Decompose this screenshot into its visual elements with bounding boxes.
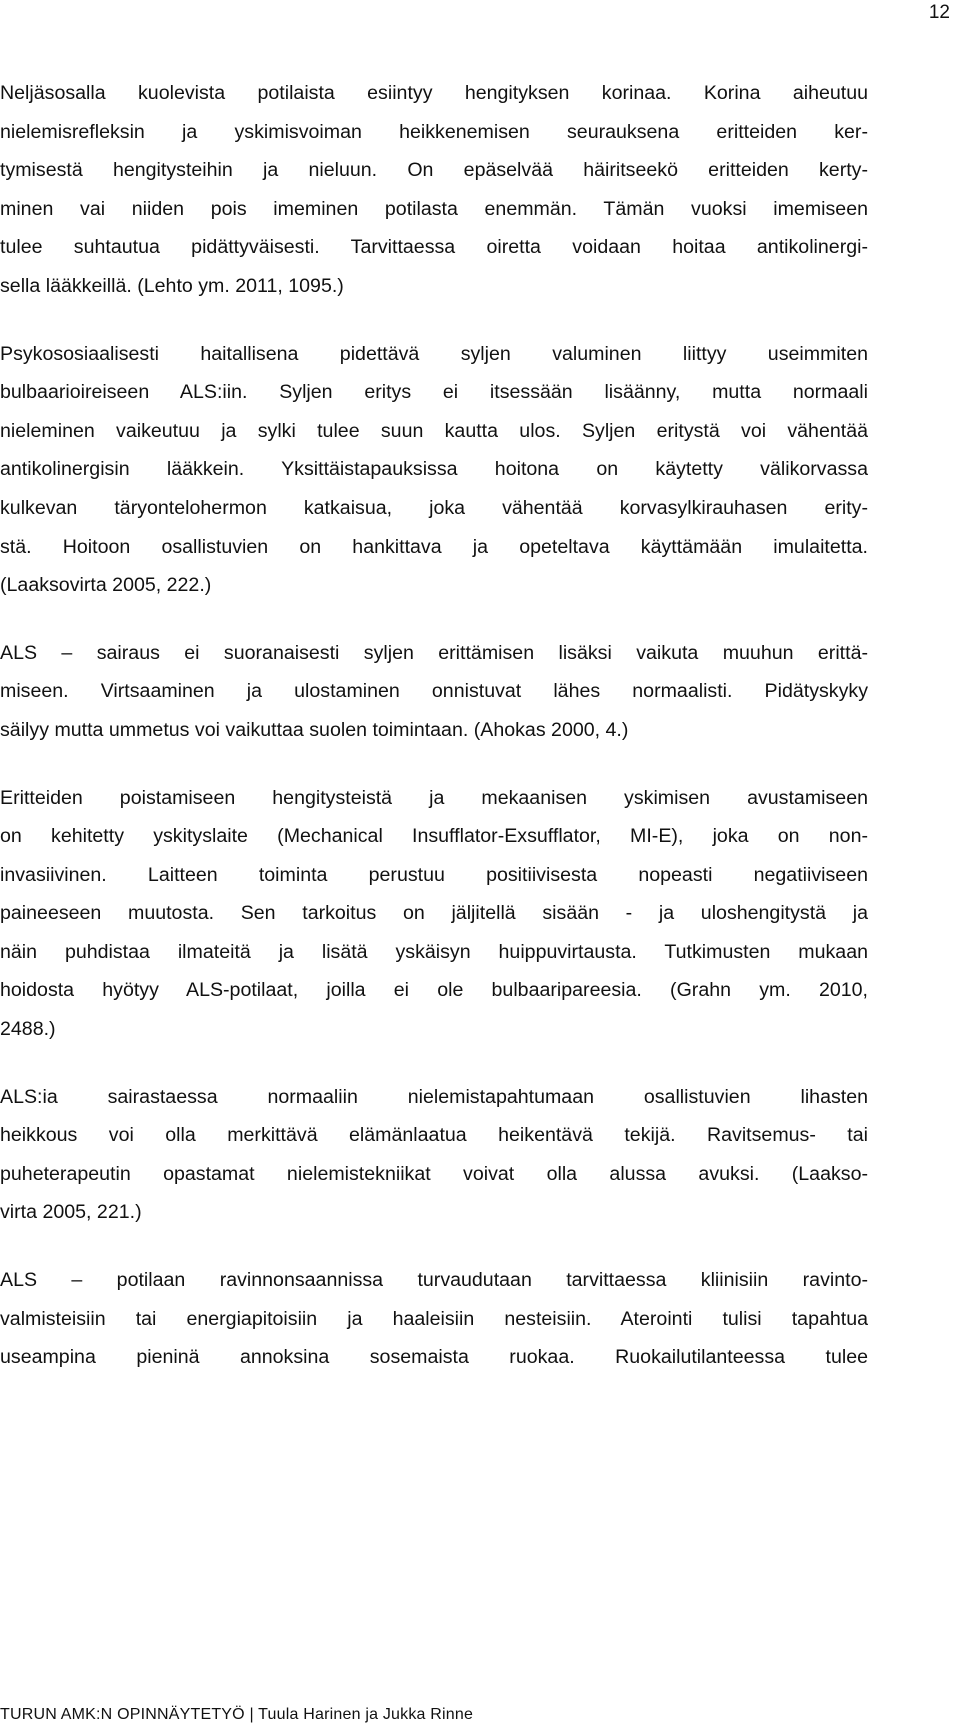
paragraph xyxy=(0,335,868,605)
text-line: Neljäsosalla kuolevista potilaista esiintyy hengityksen korinaa. Korina aiheutuu xyxy=(0,82,868,104)
text-line: (Laaksovirta 2005, 222.) xyxy=(0,574,212,597)
text-line: miseen. Virtsaaminen ja ulostaminen onnistuvat lähes normaalisti. Pidätyskyky xyxy=(0,680,868,703)
paragraph xyxy=(0,779,868,1049)
text-line: antikolinergisin lääkkein. Yksittäistapauksissa hoitona on käytetty välikorvassa xyxy=(0,458,868,481)
footer: TURUN AMK:N OPINNÄYTETYÖ | Tuula Harinen ja Jukka Rinne xyxy=(0,1706,474,1723)
text-line: on kehitetty yskityslaite (Mechanical Insufflator-Exsufflator, MI-E), joka on non- xyxy=(0,825,868,848)
text-line: minen vai niiden pois imeminen potilasta enemmän. Tämän vuoksi imemiseen xyxy=(0,197,868,220)
text-line: tulee suhtautua pidättyväisesti. Tarvittaessa oiretta voidaan hoitaa antikolinergi- xyxy=(0,236,868,259)
body-text xyxy=(0,74,868,1377)
text-line: nieleminen vaikeutuu ja sylki tulee suun kautta ulos. Syljen eritystä voi vähentää xyxy=(0,419,868,442)
text-line: Psykososiaalisesti haitallisena pidettävä syljen valuminen liittyy useimmiten xyxy=(0,342,868,365)
text-line: valmisteisiin tai energiapitoisiin ja haaleisiin nesteisiin. Aterointi tulisi tapahtua xyxy=(0,1307,868,1330)
text-line: stä. Hoitoon osallistuvien on hankittava ja opeteltava käyttämään imulaitetta. xyxy=(0,535,868,558)
paragraph xyxy=(0,634,868,750)
text-line: bulbaarioireiseen ALS:iin. Syljen eritys ei itsessään lisäänny, mutta normaali xyxy=(0,381,868,404)
text-line: virta 2005, 221.) xyxy=(0,1201,142,1224)
text-line: 2488.) xyxy=(0,1018,56,1041)
text-line: tymisestä hengitysteihin ja nieluun. On epäselvää häiritseekö eritteiden kerty- xyxy=(0,159,868,182)
text-line: ALS – sairaus ei suoranaisesti syljen erittämisen lisäksi vaikuta muuhun erittä- xyxy=(0,641,868,664)
text-line: puheterapeutin opastamat nielemistekniikat voivat olla alussa avuksi. (Laakso- xyxy=(0,1162,868,1185)
text-line: invasiivinen. Laitteen toiminta perustuu positiivisesta nopeasti negatiiviseen xyxy=(0,863,868,886)
text-line: kulkevan täryontelohermon katkaisua, joka vähentää korvasylkirauhasen erity- xyxy=(0,496,868,519)
text-line: näin puhdistaa ilmateitä ja lisätä yskäisyn huippuvirtausta. Tutkimusten mukaan xyxy=(0,940,868,963)
text-line: nielemisrefleksin ja yskimisvoiman heikkenemisen seurauksena eritteiden ker- xyxy=(0,120,868,143)
text-line: useampina pieninä annoksina sosemaista ruokaa. Ruokailutilanteessa tulee xyxy=(0,1346,868,1369)
paragraph xyxy=(0,74,868,306)
text-line: sella lääkkeillä. (Lehto ym. 2011, 1095.) xyxy=(0,274,344,297)
text-line: ALS:ia sairastaessa normaaliin nielemistapahtumaan osallistuvien lihasten xyxy=(0,1085,868,1108)
text-line: paineeseen muutosta. Sen tarkoitus on jäljitellä sisään - ja uloshengitystä ja xyxy=(0,902,868,925)
paragraph xyxy=(0,1261,868,1377)
text-line: ALS – potilaan ravinnonsaannissa turvaudutaan tarvittaessa kliinisiin ravinto- xyxy=(0,1269,868,1292)
page-number: 12 xyxy=(928,2,950,23)
text-line: heikkous voi olla merkittävä elämänlaatua heikentävä tekijä. Ravitsemus- tai xyxy=(0,1124,868,1147)
text-line: Eritteiden poistamiseen hengitysteistä ja mekaanisen yskimisen avustamiseen xyxy=(0,786,868,809)
text-line: säilyy mutta ummetus voi vaikuttaa suolen toimintaan. (Ahokas 2000, 4.) xyxy=(0,718,629,741)
paragraph xyxy=(0,1078,868,1232)
text-line: hoidosta hyötyy ALS-potilaat, joilla ei ole bulbaaripareesia. (Grahn ym. 2010, xyxy=(0,979,868,1002)
